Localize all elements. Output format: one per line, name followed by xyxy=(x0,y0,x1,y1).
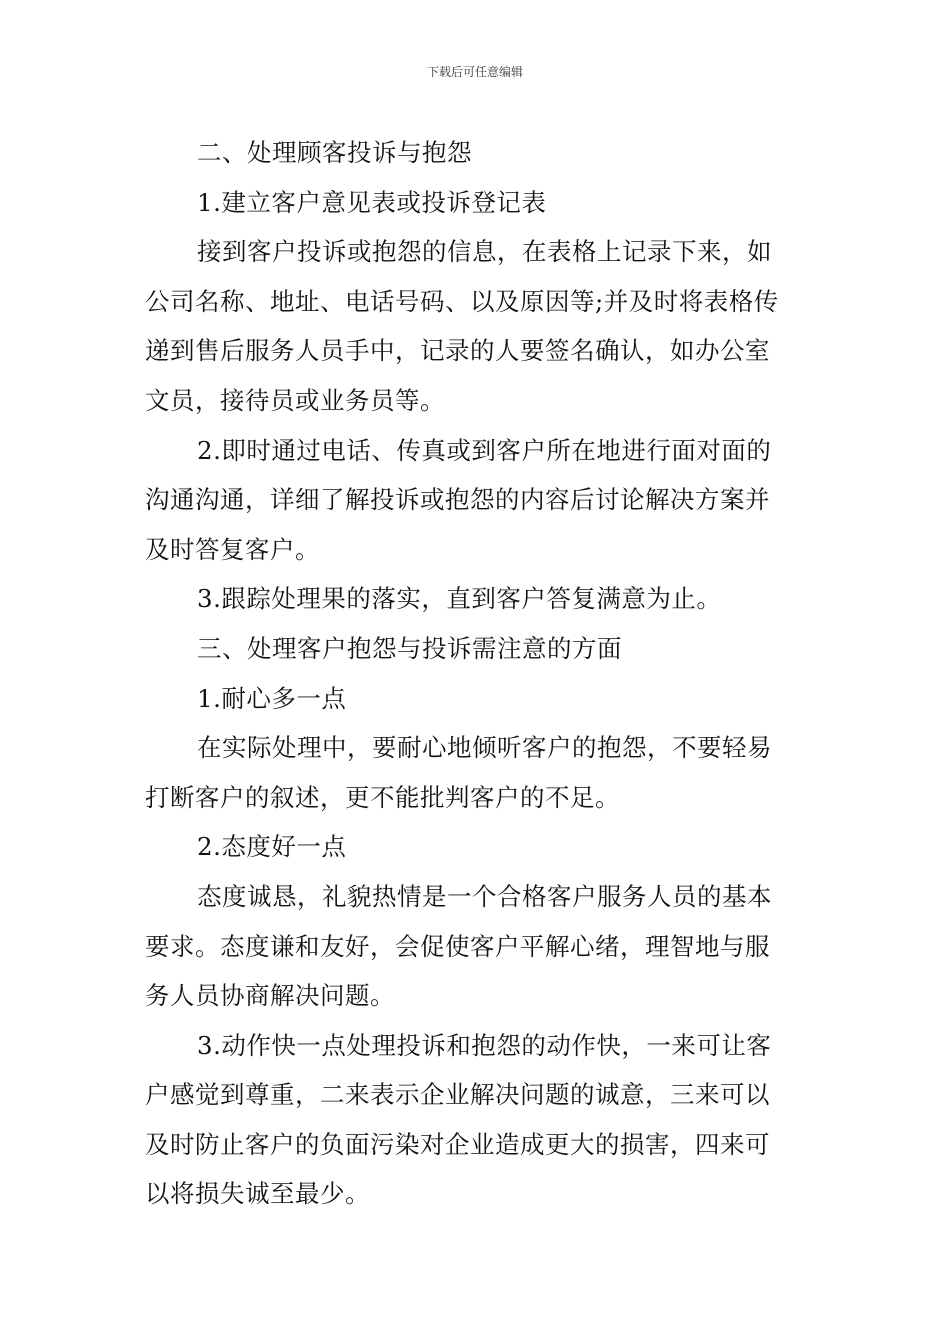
paragraph-line: 以将损失诚至最少。 xyxy=(145,1179,370,1209)
section-heading-2: 二、处理顾客投诉与抱怨 xyxy=(197,138,472,167)
document-body xyxy=(145,128,807,1219)
paragraph-line: 递到售后服务人员手中，记录的人要签名确认，如办公室 xyxy=(145,336,770,366)
subheading-3-3: 3.动作快一点处理投诉和抱怨的动作快，一来可让客 xyxy=(197,1030,772,1060)
subheading-3-1: 1.耐心多一点 xyxy=(197,683,347,713)
paragraph-line: 及时答复客户。 xyxy=(145,534,320,564)
subheading-2-1: 1.建立客户意见表或投诉登记表 xyxy=(197,187,547,217)
subheading-2-2: 2.即时通过电话、传真或到客户所在地进行面对面的 xyxy=(197,435,772,465)
subheading-2-3: 3.跟踪处理果的落实，直到客户答复满意为止。 xyxy=(197,584,722,614)
paragraph-line: 文员，接待员或业务员等。 xyxy=(145,385,445,415)
paragraph-line: 在实际处理中，要耐心地倾听客户的抱怨，不要轻易 xyxy=(197,733,772,763)
paragraph-line: 务人员协商解决问题。 xyxy=(145,981,395,1011)
paragraph-line: 及时防止客户的负面污染对企业造成更大的损害，四来可 xyxy=(145,1129,770,1159)
subheading-3-2: 2.态度好一点 xyxy=(197,832,347,862)
paragraph-line: 沟通沟通，详细了解投诉或抱怨的内容后讨论解决方案并 xyxy=(145,485,770,515)
paragraph-line: 户感觉到尊重，二来表示企业解决问题的诚意，三来可以 xyxy=(145,1080,770,1110)
section-heading-3: 三、处理客户抱怨与投诉需注意的方面 xyxy=(197,633,622,663)
paragraph-line: 要求。态度谦和友好，会促使客户平解心绪，理智地与服 xyxy=(145,931,770,961)
paragraph-line: 接到客户投诉或抱怨的信息，在表格上记录下来，如 xyxy=(197,237,772,267)
paragraph-line: 打断客户的叙述，更不能批判客户的不足。 xyxy=(145,782,620,812)
paragraph-line: 态度诚恳，礼貌热情是一个合格客户服务人员的基本 xyxy=(197,881,772,911)
paragraph-line: 公司名称、地址、电话号码、以及原因等;并及时将表格传 xyxy=(145,286,779,316)
page-header-note: 下载后可任意编辑 xyxy=(426,65,523,79)
